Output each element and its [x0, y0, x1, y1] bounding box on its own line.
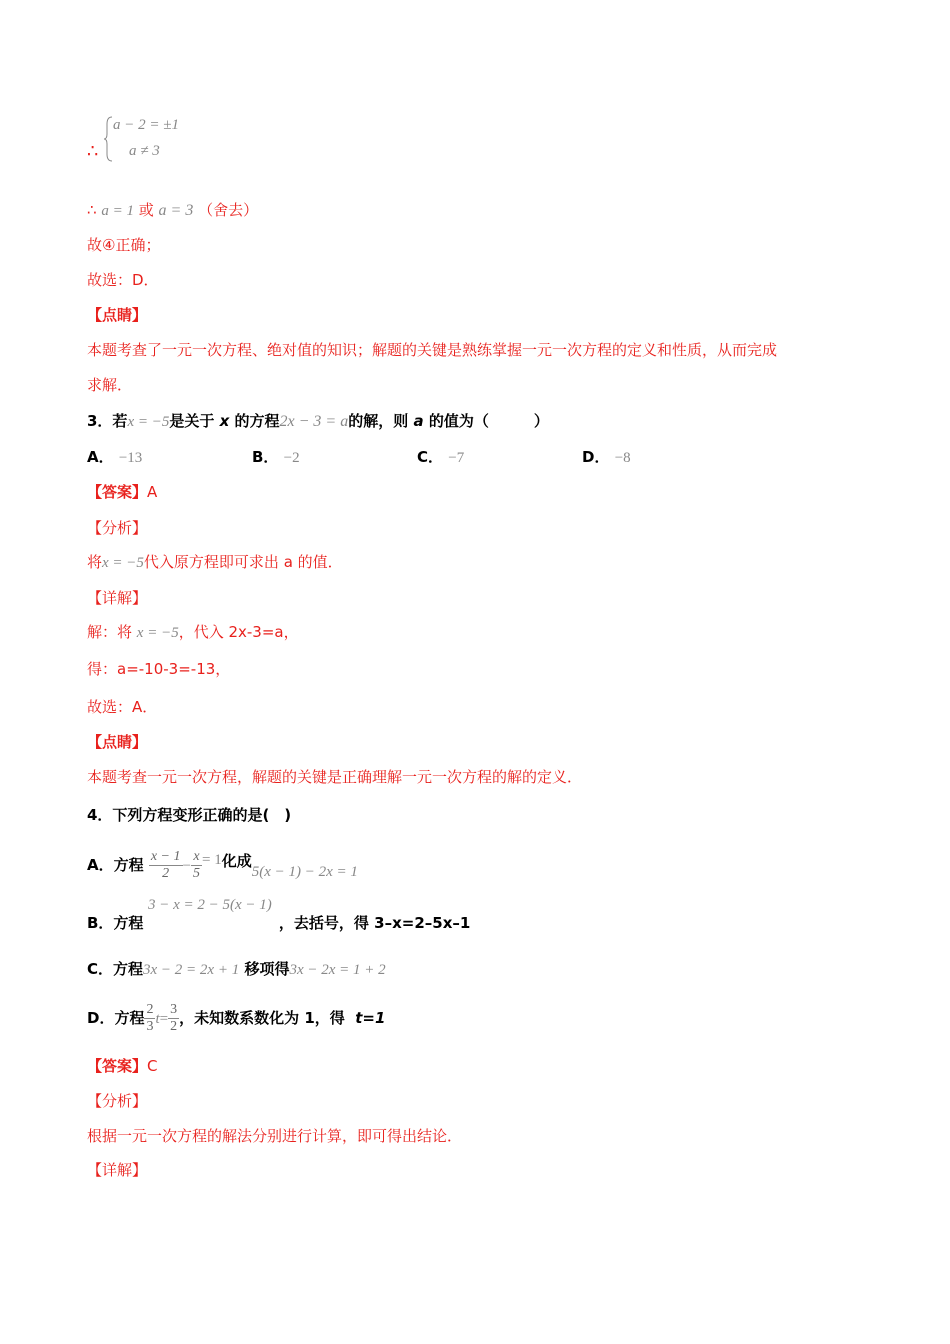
numerator: x − 1	[150, 849, 181, 864]
text: 将	[87, 553, 103, 571]
math-result: 3x − 2x = 1 + 2	[289, 962, 386, 978]
option-value: −2	[283, 450, 300, 466]
math-a-equals-1: a = 1	[101, 203, 134, 219]
denominator: 5	[192, 866, 200, 881]
answer-value: C	[147, 1057, 158, 1075]
choice-statement: 故选：D．	[87, 271, 159, 289]
math-x-equals-neg5: x = −5	[136, 625, 179, 641]
variable-t: t	[155, 1011, 160, 1027]
option-value: −7	[448, 450, 465, 466]
detail-line-3: 故选：A．	[87, 698, 158, 716]
option-b-equation: 3 − x = 2 − 5(x − 1)	[148, 897, 272, 913]
math-a-equals-3: a = 3	[158, 202, 194, 219]
math-x-equals-neg5: x = −5	[127, 414, 170, 430]
denominator: 2	[162, 866, 170, 881]
detail-line-1	[87, 622, 299, 643]
option-b	[87, 913, 470, 933]
equation-line-1: a − 2 = ±1	[113, 117, 179, 133]
dianjing-heading: 【点睛】	[87, 733, 148, 751]
option-label: C．方程	[87, 960, 144, 978]
option-c	[417, 447, 464, 468]
numerator: x	[191, 849, 202, 866]
variable-x: x	[219, 412, 230, 430]
answer-line	[87, 1056, 158, 1076]
option-text: 化成	[221, 852, 252, 870]
stem-text: 的值为（ ）	[428, 412, 549, 430]
analysis-heading: 【分析】	[87, 1092, 148, 1110]
option-text: ，去括号，得	[278, 914, 369, 932]
text: 解：将	[87, 623, 133, 641]
detail-heading: 【详解】	[87, 1161, 148, 1179]
answer-value: A	[147, 483, 158, 501]
detail-line-2: 得：a=-10-3=-13，	[87, 660, 231, 678]
equals-sign: =	[159, 1011, 169, 1027]
option-a	[87, 447, 142, 468]
fraction	[191, 849, 202, 882]
option-d	[87, 996, 385, 1041]
therefore-symbol: ∴	[87, 141, 99, 162]
denominator: 2	[170, 1019, 178, 1034]
fraction	[168, 1002, 179, 1035]
denominator: 3	[146, 1019, 154, 1034]
stem-text: 的解，则	[348, 412, 409, 430]
left-brace	[103, 116, 113, 162]
dianjing-heading: 【点睛】	[87, 306, 148, 324]
option-label: D．方程	[87, 1009, 145, 1027]
analysis-text	[87, 552, 343, 573]
solution-line	[87, 200, 258, 221]
dianjing-text-line-2: 求解．	[87, 376, 133, 394]
stem-text: 是关于	[169, 412, 215, 430]
question-4-stem: 4．下列方程变形正确的是( )	[87, 806, 292, 824]
option-b	[252, 447, 300, 468]
dianjing-text-line-1: 本题考查了一元一次方程、绝对值的知识；解题的关键是熟练掌握一元一次方程的定义和性质，从而完成	[87, 341, 778, 359]
numerator: 2	[146, 1002, 154, 1017]
answer-line	[87, 482, 157, 502]
option-d	[582, 447, 631, 468]
numerator: 3	[170, 1002, 178, 1017]
option-result: t=1	[355, 1009, 386, 1027]
fraction	[144, 1002, 155, 1035]
math-x-equals-neg5: x = −5	[102, 555, 144, 571]
analysis-heading: 【分析】	[87, 519, 148, 537]
option-text: 移项得	[244, 960, 290, 978]
option-value: −13	[118, 450, 143, 466]
stem-text: 的方程	[234, 412, 280, 430]
text: 代入原方程即可求出 a 的值．	[143, 553, 343, 571]
math-equation: 2x − 3 = a	[279, 413, 349, 430]
or-text: 或	[138, 201, 154, 219]
option-result: 3–x=2–5x–1	[374, 914, 471, 932]
minus-sign: −	[182, 858, 191, 874]
hence-statement: 故④正确；	[87, 236, 161, 254]
option-label: A．	[87, 448, 114, 466]
option-label: D．	[582, 448, 610, 466]
option-label: B．	[252, 448, 279, 466]
equation-line-2: a ≠ 3	[129, 143, 160, 159]
answer-heading: 【答案】	[87, 1057, 148, 1075]
option-label: C．	[417, 448, 444, 466]
equals-one: = 1	[201, 852, 222, 868]
question-3-stem	[87, 411, 549, 432]
option-text: ，未知数系数化为 1，得	[179, 1009, 345, 1027]
text: ，代入 2x-3=a，	[178, 623, 299, 641]
fraction	[149, 849, 183, 882]
option-label: A．方程	[87, 856, 144, 874]
therefore-symbol: ∴	[87, 201, 97, 219]
option-value: −8	[614, 450, 631, 466]
math-result: 5(x − 1) − 2x = 1	[251, 864, 358, 880]
detail-heading: 【详解】	[87, 589, 148, 607]
discard-note: （舍去）	[198, 201, 259, 219]
option-a	[87, 838, 358, 894]
math-equation: 3x − 2 = 2x + 1	[143, 962, 240, 978]
analysis-text: 根据一元一次方程的解法分别进行计算，即可得出结论．	[87, 1127, 463, 1145]
dianjing-text: 本题考查一元一次方程，解题的关键是正确理解一元一次方程的解的定义．	[87, 768, 583, 786]
option-c	[87, 959, 386, 980]
answer-heading: 【答案】	[87, 483, 148, 501]
variable-a: a	[413, 412, 424, 430]
question-number: 3．若	[87, 412, 128, 430]
option-label: B．方程	[87, 914, 144, 932]
